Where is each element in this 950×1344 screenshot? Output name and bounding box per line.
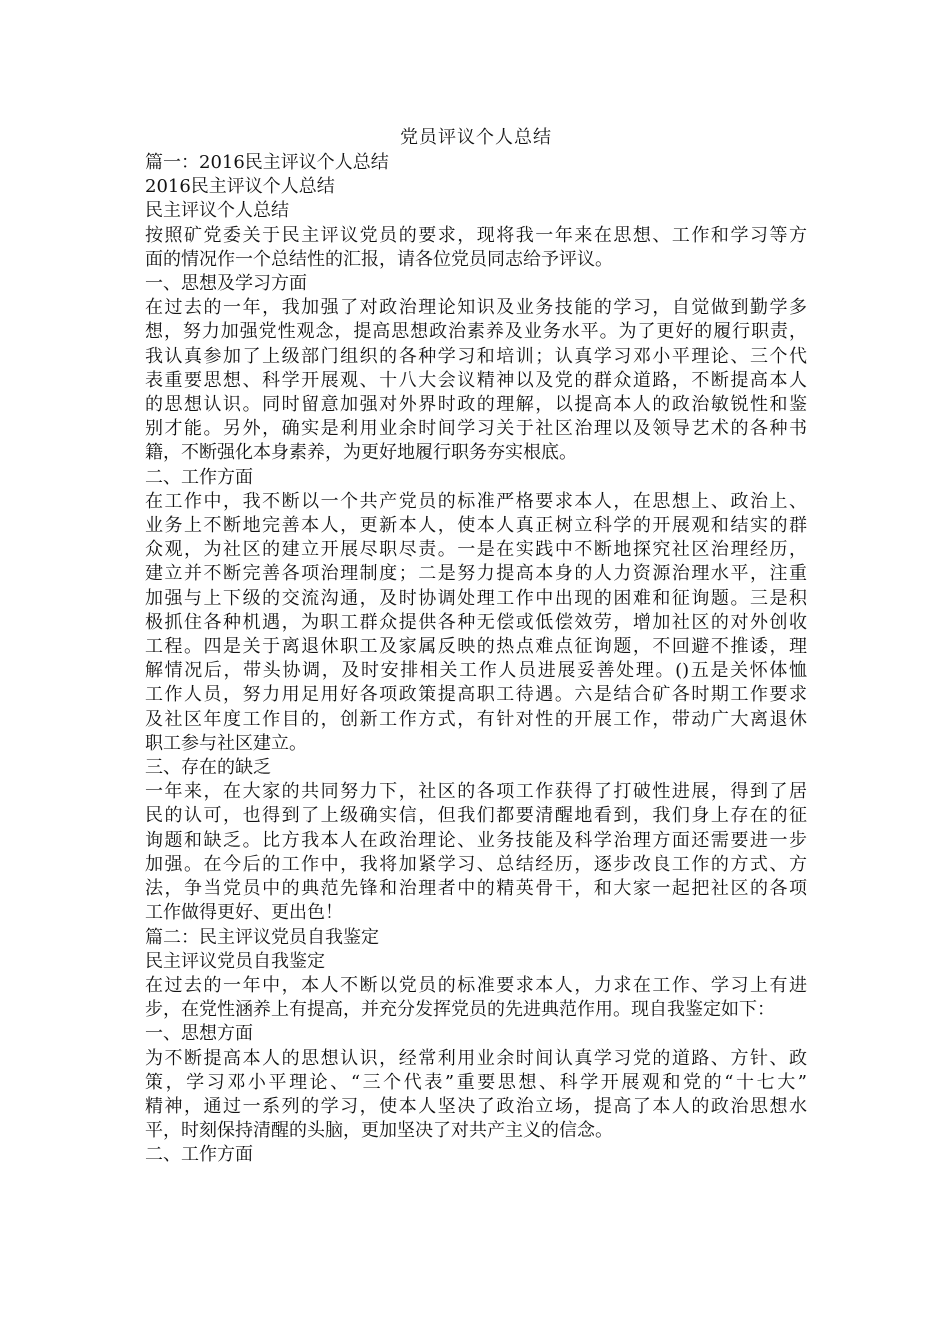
- paragraph-line: 想，努力加强党性观念，提高思想政治素养及业务水平。为了更好的履行职责，: [145, 321, 807, 343]
- subsection-heading: 二、工作方面: [145, 1144, 253, 1166]
- subsection-heading: 一、思想方面: [145, 1023, 253, 1045]
- paragraph-line: 别才能。另外，确实是利用业余时间学习关于社区治理以及领导艺术的各种书: [145, 418, 807, 440]
- paragraph: [145, 1047, 807, 1144]
- paragraph-line: 精神，通过一系列的学习，使本人坚决了政治立场，提高了本人的政治思想水: [145, 1095, 807, 1117]
- paragraph-line: 一年来，在大家的共同努力下，社区的各项工作获得了打破性进展，得到了居: [145, 781, 807, 803]
- paragraph: [145, 296, 807, 465]
- paragraph-line: 众观，为社区的建立开展尽职尽责。一是在实践中不断地探究社区治理经历，: [145, 539, 807, 561]
- paragraph-line: 在工作中，我不断以一个共产党员的标准严格要求本人，在思想上、政治上、: [145, 490, 807, 512]
- paragraph-line: 为不断提高本人的思想认识，经常利用业余时间认真学习党的道路、方针、政: [145, 1047, 807, 1069]
- subsection-heading: 一、思想及学习方面: [145, 273, 307, 295]
- paragraph-line: 在过去的一年中，本人不断以党员的标准要求本人，力求在工作、学习上有进: [145, 974, 807, 996]
- paragraph-line: 按照矿党委关于民主评议党员的要求，现将我一年来在思想、工作和学习等方: [145, 224, 807, 246]
- paragraph-line: 职工参与社区建立。: [145, 732, 307, 754]
- document-page: [145, 124, 807, 1168]
- text-line: 民主评议党员自我鉴定: [145, 950, 325, 972]
- paragraph-line: 加强与上下级的交流沟通，及时协调处理工作中出现的困难和征询题。三是积: [145, 587, 807, 609]
- section-heading: 篇一：2016民主评议个人总结: [145, 152, 389, 173]
- paragraph: [145, 780, 807, 925]
- paragraph-line: 平，时刻保持清醒的头脑，更加坚决了对共产主义的信念。: [145, 1120, 613, 1142]
- paragraph-line: 在过去的一年，我加强了对政治理论知识及业务技能的学习，自觉做到勤学多: [145, 297, 807, 319]
- paragraph-line: 业务上不断地完善本人，更新本人，使本人真正树立科学的开展观和结实的群: [145, 515, 807, 537]
- paragraph-line: 工作做得更好、更出色！: [145, 902, 343, 924]
- paragraph: [145, 974, 807, 1022]
- paragraph-line: 民的认可，也得到了上级确实信，但我们都要清醒地看到，我们身上存在的征: [145, 805, 807, 827]
- text-line: 民主评议个人总结: [145, 200, 289, 222]
- paragraph-line: 加强。在今后的工作中，我将加紧学习、总结经历，逐步改良工作的方式、方: [145, 853, 807, 875]
- paragraph-line: 解情况后，带头协调，及时安排相关工作人员进展妥善处理。()五是关怀体恤: [145, 660, 807, 682]
- document-title: 党员评议个人总结: [400, 127, 552, 148]
- paragraph-line: 的思想认识。同时留意加强对外界时政的理解，以提高本人的政治敏锐性和鉴: [145, 394, 807, 416]
- paragraph-line: 表重要思想、科学开展观、十八大会议精神以及党的群众道路，不断提高本人: [145, 369, 807, 391]
- paragraph: [145, 224, 807, 272]
- paragraph-line: 籍，不断强化本身素养，为更好地履行职务夯实根底。: [145, 442, 577, 464]
- paragraph-line: 及社区年度工作目的，创新工作方式，有针对性的开展工作，带动广大离退休: [145, 708, 807, 730]
- paragraph-line: 询题和缺乏。比方我本人在政治理论、业务技能及科学治理方面还需要进一步: [145, 829, 807, 851]
- text-line: 2016民主评议个人总结: [145, 176, 335, 198]
- paragraph-line: 我认真参加了上级部门组织的各种学习和培训；认真学习邓小平理论、三个代: [145, 345, 807, 367]
- paragraph-line: 工作人员，努力用足用好各项政策提高职工待遇。六是结合矿各时期工作要求: [145, 684, 807, 706]
- paragraph-line: 法，争当党员中的典范先锋和治理者中的精英骨干，和大家一起把社区的各项: [145, 878, 807, 900]
- paragraph-line: 步，在党性涵养上有提高，并充分发挥党员的先进典范作用。现自我鉴定如下：: [145, 999, 775, 1021]
- paragraph-line: 极抓住各种机遇，为职工群众提供各种无偿或低偿效劳，增加社区的对外创收: [145, 611, 807, 633]
- paragraph: [145, 490, 807, 756]
- subsection-heading: 二、工作方面: [145, 466, 253, 488]
- subsection-heading: 三、存在的缺乏: [145, 757, 271, 779]
- paragraph-line: 建立并不断完善各项治理制度；二是努力提高本身的人力资源治理水平，注重: [145, 563, 807, 585]
- paragraph-line: 工程。四是关于离退休职工及家属反映的热点难点征询题，不回避不推诿，理: [145, 636, 807, 658]
- section-heading: 篇二：民主评议党员自我鉴定: [145, 926, 379, 948]
- document-body: [145, 151, 807, 1168]
- paragraph-line: 策，学习邓小平理论、“三个代表”重要思想、科学开展观和党的“十七大”: [145, 1071, 807, 1093]
- paragraph-line: 面的情况作一个总结性的汇报，请各位党员同志给予评议。: [145, 248, 613, 270]
